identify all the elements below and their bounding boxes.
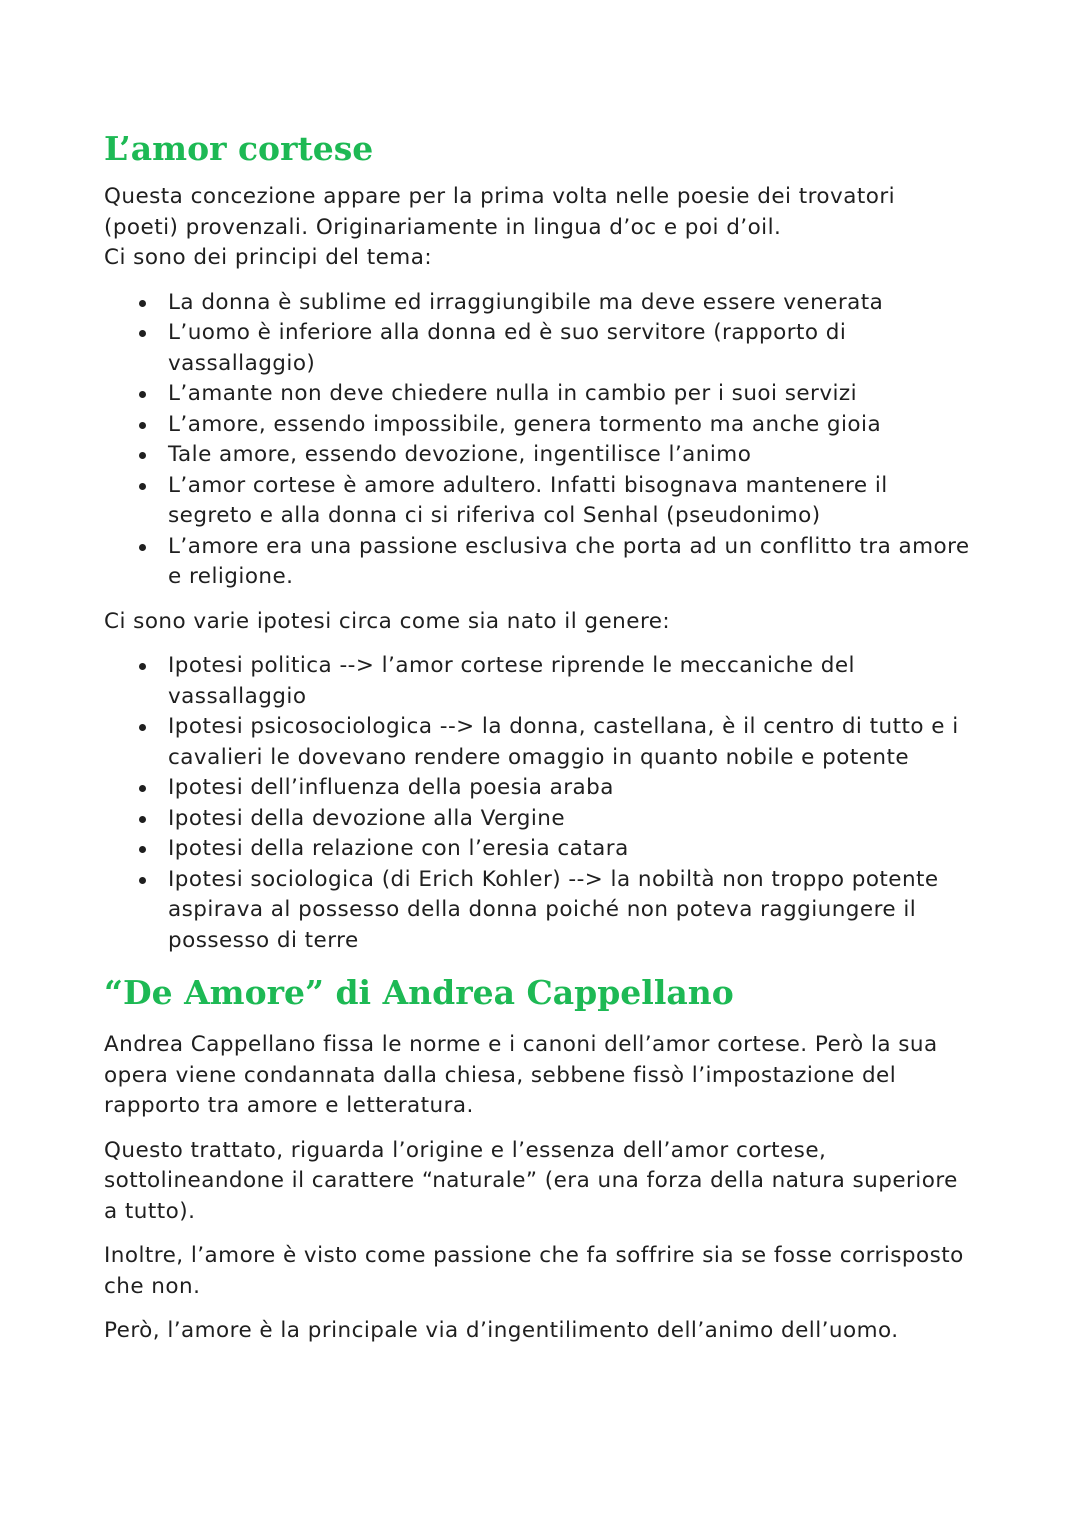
list-item: Tale amore, essendo devozione, ingentilisce l’animo <box>168 440 974 471</box>
section-title-de-amore: “De Amore” di Andrea Cappellano <box>104 973 734 1012</box>
paragraph: Andrea Cappellano fissa le norme e i canoni dell’amor cortese. Però la sua opera viene condannata dalla chiesa, sebbene fissò l’impostazione del rapporto tra amore e letteratura. <box>104 1032 938 1118</box>
list-item: Ipotesi della relazione con l’eresia catara <box>168 834 974 865</box>
list-item: L’amante non deve chiedere nulla in cambio per i suoi servizi <box>168 379 974 410</box>
paragraph: Inoltre, l’amore è visto come passione che fa soffrire sia se fosse corrisposto che non. <box>104 1243 964 1299</box>
principles-list <box>104 288 974 593</box>
list-item: Ipotesi politica --> l’amor cortese riprende le meccaniche del vassallaggio <box>168 651 974 712</box>
hypotheses-intro: Ci sono varie ipotesi circa come sia nato il genere: <box>104 608 671 634</box>
list-item: La donna è sublime ed irraggiungibile ma deve essere venerata <box>168 288 974 319</box>
list-item: Ipotesi sociologica (di Erich Kohler) --> la nobiltà non troppo potente aspirava al possesso della donna poiché non poteva raggiungere il possesso di terre <box>168 865 974 957</box>
list-item: Ipotesi dell’influenza della poesia araba <box>168 773 974 804</box>
intro-line: Ci sono dei principi del tema: <box>104 245 433 270</box>
paragraph: Questo trattato, riguarda l’origine e l’essenza dell’amor cortese, sottolineandone il carattere “naturale” (era una forza della natura superiore a tutto). <box>104 1137 958 1224</box>
document-content <box>104 126 974 1347</box>
list-item: L’amor cortese è amore adultero. Infatti bisognava mantenere il segreto e alla donna ci si riferiva col Senhal (pseudonimo) <box>168 471 974 532</box>
intro-line: Questa concezione appare per la prima volta nelle poesie dei trovatori <box>104 184 896 209</box>
paragraph: Però, l’amore è la principale via d’ingentilimento dell’animo dell’uomo. <box>104 1318 899 1343</box>
list-item: Ipotesi della devozione alla Vergine <box>168 804 974 835</box>
list-item: Ipotesi psicosociologica --> la donna, castellana, è il centro di tutto e i cavalieri le dovevano rendere omaggio in quanto nobile e potente <box>168 712 974 773</box>
intro-line: (poeti) provenzali. Originariamente in lingua d’oc e poi d’oil. <box>104 214 782 240</box>
hypotheses-list <box>104 651 974 956</box>
section-title-amor-cortese: L’amor cortese <box>104 129 374 168</box>
list-item: L’amore era una passione esclusiva che porta ad un conflitto tra amore e religione. <box>168 532 974 593</box>
list-item: L’amore, essendo impossibile, genera tormento ma anche gioia <box>168 410 974 441</box>
list-item: L’uomo è inferiore alla donna ed è suo servitore (rapporto di vassallaggio) <box>168 318 974 379</box>
